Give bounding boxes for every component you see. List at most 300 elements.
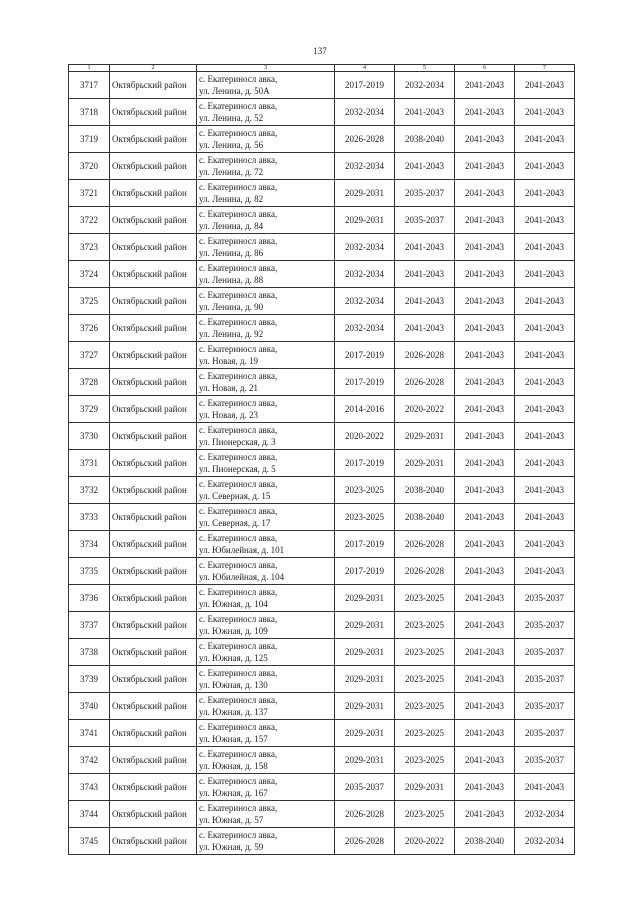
period-col5-cell: 2038-2040 (395, 504, 455, 531)
period-col7-cell: 2035-2037 (515, 747, 575, 774)
address-cell (197, 342, 335, 369)
row-number: 3740 (69, 693, 110, 720)
period-col7-cell: 2041-2043 (515, 72, 575, 99)
period-col7-cell: 2041-2043 (515, 288, 575, 315)
period-col7-cell: 2041-2043 (515, 207, 575, 234)
district-cell: Октябрьский район (110, 72, 197, 99)
address-street: ул. Южная, д. 104 (199, 599, 268, 609)
row-number: 3744 (69, 801, 110, 828)
period-col7-cell: 2041-2043 (515, 315, 575, 342)
column-number: 2 (110, 65, 197, 72)
address-locality: с. Екатериносл авка, (199, 695, 278, 705)
period-col5-cell: 2041-2043 (395, 99, 455, 126)
period-col6-cell: 2041-2043 (455, 720, 515, 747)
period-col4-cell: 2023-2025 (335, 477, 395, 504)
period-col6-cell: 2041-2043 (455, 99, 515, 126)
district-cell: Октябрьский район (110, 288, 197, 315)
period-col6-cell: 2041-2043 (455, 342, 515, 369)
row-number: 3741 (69, 720, 110, 747)
period-col4-cell: 2017-2019 (335, 342, 395, 369)
period-col6-cell: 2041-2043 (455, 450, 515, 477)
period-col6-cell: 2041-2043 (455, 423, 515, 450)
period-col5-cell: 2023-2025 (395, 747, 455, 774)
period-col6-cell: 2041-2043 (455, 639, 515, 666)
address-locality: с. Екатериносл авка, (199, 452, 278, 462)
period-col7-cell: 2041-2043 (515, 531, 575, 558)
district-cell: Октябрьский район (110, 180, 197, 207)
address-cell (197, 72, 335, 99)
district-cell: Октябрьский район (110, 639, 197, 666)
period-col4-cell: 2017-2019 (335, 558, 395, 585)
period-col7-cell: 2041-2043 (515, 342, 575, 369)
address-street: ул. Новая, д. 19 (199, 356, 258, 366)
table-row (69, 801, 575, 828)
period-col5-cell: 2023-2025 (395, 693, 455, 720)
table-row (69, 747, 575, 774)
period-col6-cell: 2041-2043 (455, 774, 515, 801)
period-col5-cell: 2041-2043 (395, 261, 455, 288)
period-col7-cell: 2035-2037 (515, 720, 575, 747)
period-col4-cell: 2026-2028 (335, 828, 395, 855)
address-locality: с. Екатериносл авка, (199, 641, 278, 651)
address-locality: с. Екатериносл авка, (199, 398, 278, 408)
period-col5-cell: 2035-2037 (395, 207, 455, 234)
period-col5-cell: 2023-2025 (395, 801, 455, 828)
period-col4-cell: 2029-2031 (335, 693, 395, 720)
row-number: 3726 (69, 315, 110, 342)
row-number: 3738 (69, 639, 110, 666)
address-cell (197, 612, 335, 639)
period-col6-cell: 2041-2043 (455, 747, 515, 774)
district-cell: Октябрьский район (110, 666, 197, 693)
period-col7-cell: 2041-2043 (515, 180, 575, 207)
address-locality: с. Екатериносл авка, (199, 614, 278, 624)
period-col4-cell: 2029-2031 (335, 180, 395, 207)
period-col6-cell: 2041-2043 (455, 288, 515, 315)
period-col5-cell: 2023-2025 (395, 639, 455, 666)
period-col5-cell: 2023-2025 (395, 585, 455, 612)
address-street: ул. Ленина, д. 88 (199, 275, 264, 285)
period-col6-cell: 2041-2043 (455, 180, 515, 207)
table-row (69, 72, 575, 99)
period-col7-cell: 2035-2037 (515, 639, 575, 666)
table-row (69, 342, 575, 369)
period-col6-cell: 2041-2043 (455, 504, 515, 531)
row-number: 3731 (69, 450, 110, 477)
row-number: 3722 (69, 207, 110, 234)
address-locality: с. Екатериносл авка, (199, 479, 278, 489)
district-cell: Октябрьский район (110, 801, 197, 828)
table-row (69, 180, 575, 207)
table-row (69, 585, 575, 612)
district-cell: Октябрьский район (110, 747, 197, 774)
address-cell (197, 639, 335, 666)
district-cell: Октябрьский район (110, 504, 197, 531)
address-street: ул. Южная, д. 130 (199, 680, 268, 690)
period-col4-cell: 2026-2028 (335, 126, 395, 153)
period-col5-cell: 2038-2040 (395, 126, 455, 153)
table-row (69, 774, 575, 801)
period-col5-cell: 2041-2043 (395, 288, 455, 315)
row-number: 3719 (69, 126, 110, 153)
period-col5-cell: 2023-2025 (395, 720, 455, 747)
period-col4-cell: 2029-2031 (335, 666, 395, 693)
period-col4-cell: 2029-2031 (335, 585, 395, 612)
table-row (69, 504, 575, 531)
address-cell (197, 585, 335, 612)
period-col7-cell: 2035-2037 (515, 585, 575, 612)
address-street: ул. Ленина, д. 92 (199, 329, 264, 339)
address-cell (197, 558, 335, 585)
period-col6-cell: 2041-2043 (455, 261, 515, 288)
row-number: 3732 (69, 477, 110, 504)
address-locality: с. Екатериносл авка, (199, 776, 278, 786)
row-number: 3736 (69, 585, 110, 612)
address-cell (197, 99, 335, 126)
address-cell (197, 477, 335, 504)
address-cell (197, 315, 335, 342)
address-cell (197, 801, 335, 828)
district-cell: Октябрьский район (110, 315, 197, 342)
address-locality: с. Екатериносл авка, (199, 263, 278, 273)
period-col7-cell: 2041-2043 (515, 774, 575, 801)
period-col5-cell: 2041-2043 (395, 153, 455, 180)
address-cell (197, 774, 335, 801)
address-cell (197, 180, 335, 207)
address-street: ул. Южная, д. 57 (199, 815, 264, 825)
period-col7-cell: 2041-2043 (515, 99, 575, 126)
address-street: ул. Ленина, д. 90 (199, 302, 264, 312)
column-number: 3 (197, 65, 335, 72)
address-street: ул. Пионерская, д. 3 (199, 437, 276, 447)
period-col4-cell: 2026-2028 (335, 801, 395, 828)
table-row (69, 288, 575, 315)
address-cell (197, 288, 335, 315)
period-col5-cell: 2020-2022 (395, 828, 455, 855)
row-number: 3734 (69, 531, 110, 558)
period-col5-cell: 2041-2043 (395, 234, 455, 261)
row-number: 3727 (69, 342, 110, 369)
address-street: ул. Северная, д. 17 (199, 518, 271, 528)
district-cell: Октябрьский район (110, 828, 197, 855)
table-row (69, 450, 575, 477)
period-col7-cell: 2041-2043 (515, 396, 575, 423)
address-locality: с. Екатериносл авка, (199, 209, 278, 219)
period-col6-cell: 2041-2043 (455, 153, 515, 180)
period-col5-cell: 2026-2028 (395, 342, 455, 369)
row-number: 3729 (69, 396, 110, 423)
address-street: ул. Юбилейная, д. 104 (199, 572, 285, 582)
address-street: ул. Южная, д. 125 (199, 653, 268, 663)
period-col6-cell: 2041-2043 (455, 126, 515, 153)
period-col4-cell: 2029-2031 (335, 720, 395, 747)
row-number: 3718 (69, 99, 110, 126)
row-number: 3730 (69, 423, 110, 450)
column-number: 1 (69, 65, 110, 72)
table-row (69, 639, 575, 666)
address-street: ул. Новая, д. 23 (199, 410, 258, 420)
period-col4-cell: 2035-2037 (335, 774, 395, 801)
address-street: ул. Ленина, д. 86 (199, 248, 264, 258)
row-number: 3733 (69, 504, 110, 531)
period-col7-cell: 2041-2043 (515, 153, 575, 180)
column-number: 7 (515, 65, 575, 72)
period-col7-cell: 2041-2043 (515, 261, 575, 288)
row-number: 3721 (69, 180, 110, 207)
period-col4-cell: 2032-2034 (335, 234, 395, 261)
table-row (69, 423, 575, 450)
address-cell (197, 423, 335, 450)
address-street: ул. Пионерская, д. 5 (199, 464, 276, 474)
address-street: ул. Ленина, д. 56 (199, 140, 264, 150)
period-col5-cell: 2029-2031 (395, 774, 455, 801)
address-locality: с. Екатериносл авка, (199, 236, 278, 246)
row-number: 3725 (69, 288, 110, 315)
district-cell: Октябрьский район (110, 585, 197, 612)
address-street: ул. Южная, д. 137 (199, 707, 268, 717)
address-cell (197, 531, 335, 558)
district-cell: Октябрьский район (110, 369, 197, 396)
table-row (69, 531, 575, 558)
address-cell (197, 234, 335, 261)
schedule-table (68, 64, 575, 855)
period-col4-cell: 2023-2025 (335, 504, 395, 531)
address-street: ул. Южная, д. 167 (199, 788, 268, 798)
period-col6-cell: 2038-2040 (455, 828, 515, 855)
period-col5-cell: 2029-2031 (395, 450, 455, 477)
row-number: 3728 (69, 369, 110, 396)
table-row (69, 558, 575, 585)
address-locality: с. Екатериносл авка, (199, 371, 278, 381)
address-cell (197, 207, 335, 234)
address-cell (197, 747, 335, 774)
period-col5-cell: 2026-2028 (395, 531, 455, 558)
period-col5-cell: 2023-2025 (395, 612, 455, 639)
period-col6-cell: 2041-2043 (455, 585, 515, 612)
period-col6-cell: 2041-2043 (455, 666, 515, 693)
address-street: ул. Юбилейная, д. 101 (199, 545, 285, 555)
column-number-row (69, 65, 575, 72)
period-col6-cell: 2041-2043 (455, 234, 515, 261)
address-street: ул. Новая, д. 21 (199, 383, 258, 393)
table-row (69, 153, 575, 180)
period-col7-cell: 2035-2037 (515, 666, 575, 693)
district-cell: Октябрьский район (110, 693, 197, 720)
district-cell: Октябрьский район (110, 207, 197, 234)
period-col5-cell: 2035-2037 (395, 180, 455, 207)
table-row (69, 666, 575, 693)
period-col7-cell: 2035-2037 (515, 693, 575, 720)
district-cell: Октябрьский район (110, 423, 197, 450)
address-locality: с. Екатериносл авка, (199, 182, 278, 192)
address-locality: с. Екатериносл авка, (199, 425, 278, 435)
column-number: 4 (335, 65, 395, 72)
district-cell: Октябрьский район (110, 342, 197, 369)
address-cell (197, 261, 335, 288)
row-number: 3720 (69, 153, 110, 180)
period-col5-cell: 2026-2028 (395, 558, 455, 585)
table-row (69, 693, 575, 720)
period-col6-cell: 2041-2043 (455, 612, 515, 639)
period-col4-cell: 2029-2031 (335, 747, 395, 774)
address-street: ул. Ленина, д. 72 (199, 167, 264, 177)
period-col6-cell: 2041-2043 (455, 369, 515, 396)
address-cell (197, 504, 335, 531)
period-col4-cell: 2029-2031 (335, 612, 395, 639)
address-locality: с. Екатериносл авка, (199, 155, 278, 165)
table-row (69, 369, 575, 396)
district-cell: Октябрьский район (110, 612, 197, 639)
period-col5-cell: 2020-2022 (395, 396, 455, 423)
period-col7-cell: 2041-2043 (515, 369, 575, 396)
address-street: ул. Ленина, д. 82 (199, 194, 264, 204)
period-col5-cell: 2032-2034 (395, 72, 455, 99)
row-number: 3735 (69, 558, 110, 585)
row-number: 3743 (69, 774, 110, 801)
address-cell (197, 828, 335, 855)
period-col7-cell: 2032-2034 (515, 828, 575, 855)
address-locality: с. Екатериносл авка, (199, 506, 278, 516)
address-locality: с. Екатериносл авка, (199, 290, 278, 300)
period-col6-cell: 2041-2043 (455, 396, 515, 423)
period-col4-cell: 2017-2019 (335, 531, 395, 558)
period-col7-cell: 2041-2043 (515, 558, 575, 585)
address-street: ул. Ленина, д. 52 (199, 113, 264, 123)
address-street: ул. Ленина, д. 84 (199, 221, 264, 231)
period-col4-cell: 2029-2031 (335, 639, 395, 666)
address-cell (197, 666, 335, 693)
table-row (69, 126, 575, 153)
period-col4-cell: 2032-2034 (335, 261, 395, 288)
address-locality: с. Екатериносл авка, (199, 533, 278, 543)
table-row (69, 261, 575, 288)
address-locality: с. Екатериносл авка, (199, 128, 278, 138)
row-number: 3742 (69, 747, 110, 774)
row-number: 3737 (69, 612, 110, 639)
address-locality: с. Екатериносл авка, (199, 749, 278, 759)
table-row (69, 828, 575, 855)
district-cell: Октябрьский район (110, 126, 197, 153)
period-col6-cell: 2041-2043 (455, 72, 515, 99)
period-col4-cell: 2017-2019 (335, 369, 395, 396)
table-row (69, 396, 575, 423)
address-locality: с. Екатериносл авка, (199, 317, 278, 327)
period-col5-cell: 2029-2031 (395, 423, 455, 450)
address-cell (197, 450, 335, 477)
address-locality: с. Екатериносл авка, (199, 344, 278, 354)
row-number: 3717 (69, 72, 110, 99)
period-col6-cell: 2041-2043 (455, 477, 515, 504)
period-col4-cell: 2029-2031 (335, 207, 395, 234)
period-col7-cell: 2041-2043 (515, 234, 575, 261)
period-col4-cell: 2032-2034 (335, 99, 395, 126)
address-locality: с. Екатериносл авка, (199, 74, 278, 84)
table-row (69, 720, 575, 747)
period-col4-cell: 2032-2034 (335, 288, 395, 315)
table-row (69, 315, 575, 342)
address-cell (197, 153, 335, 180)
period-col6-cell: 2041-2043 (455, 801, 515, 828)
period-col6-cell: 2041-2043 (455, 693, 515, 720)
district-cell: Октябрьский район (110, 774, 197, 801)
row-number: 3739 (69, 666, 110, 693)
address-street: ул. Северная, д. 15 (199, 491, 271, 501)
period-col5-cell: 2038-2040 (395, 477, 455, 504)
address-locality: с. Екатериносл авка, (199, 668, 278, 678)
address-street: ул. Южная, д. 59 (199, 842, 264, 852)
address-cell (197, 693, 335, 720)
period-col4-cell: 2020-2022 (335, 423, 395, 450)
district-cell: Октябрьский район (110, 396, 197, 423)
address-cell (197, 396, 335, 423)
period-col4-cell: 2017-2019 (335, 450, 395, 477)
table-row (69, 207, 575, 234)
district-cell: Октябрьский район (110, 261, 197, 288)
address-street: ул. Южная, д. 109 (199, 626, 268, 636)
address-street: ул. Южная, д. 158 (199, 761, 268, 771)
address-locality: с. Екатериносл авка, (199, 560, 278, 570)
table-row (69, 234, 575, 261)
district-cell: Октябрьский район (110, 720, 197, 747)
column-number: 5 (395, 65, 455, 72)
period-col6-cell: 2041-2043 (455, 531, 515, 558)
period-col4-cell: 2014-2016 (335, 396, 395, 423)
district-cell: Октябрьский район (110, 531, 197, 558)
row-number: 3745 (69, 828, 110, 855)
district-cell: Октябрьский район (110, 450, 197, 477)
district-cell: Октябрьский район (110, 153, 197, 180)
row-number: 3723 (69, 234, 110, 261)
address-street: ул. Южная, д. 157 (199, 734, 268, 744)
period-col7-cell: 2041-2043 (515, 450, 575, 477)
address-locality: с. Екатериносл авка, (199, 803, 278, 813)
address-locality: с. Екатериносл авка, (199, 101, 278, 111)
period-col4-cell: 2032-2034 (335, 153, 395, 180)
address-locality: с. Екатериносл авка, (199, 587, 278, 597)
period-col7-cell: 2032-2034 (515, 801, 575, 828)
period-col4-cell: 2017-2019 (335, 72, 395, 99)
period-col6-cell: 2041-2043 (455, 207, 515, 234)
period-col4-cell: 2032-2034 (335, 315, 395, 342)
column-number: 6 (455, 65, 515, 72)
period-col5-cell: 2023-2025 (395, 666, 455, 693)
address-cell (197, 126, 335, 153)
page-number: 137 (313, 46, 327, 56)
period-col7-cell: 2041-2043 (515, 126, 575, 153)
period-col7-cell: 2041-2043 (515, 423, 575, 450)
period-col7-cell: 2041-2043 (515, 504, 575, 531)
district-cell: Октябрьский район (110, 477, 197, 504)
period-col7-cell: 2041-2043 (515, 477, 575, 504)
district-cell: Октябрьский район (110, 234, 197, 261)
table-row (69, 477, 575, 504)
period-col6-cell: 2041-2043 (455, 315, 515, 342)
district-cell: Октябрьский район (110, 558, 197, 585)
table-row (69, 99, 575, 126)
period-col6-cell: 2041-2043 (455, 558, 515, 585)
address-locality: с. Екатериносл авка, (199, 722, 278, 732)
address-cell (197, 720, 335, 747)
table-row (69, 612, 575, 639)
table-body (69, 65, 575, 855)
period-col5-cell: 2041-2043 (395, 315, 455, 342)
period-col5-cell: 2026-2028 (395, 369, 455, 396)
address-cell (197, 369, 335, 396)
period-col7-cell: 2035-2037 (515, 612, 575, 639)
row-number: 3724 (69, 261, 110, 288)
address-street: ул. Ленина, д. 50А (199, 86, 270, 96)
district-cell: Октябрьский район (110, 99, 197, 126)
